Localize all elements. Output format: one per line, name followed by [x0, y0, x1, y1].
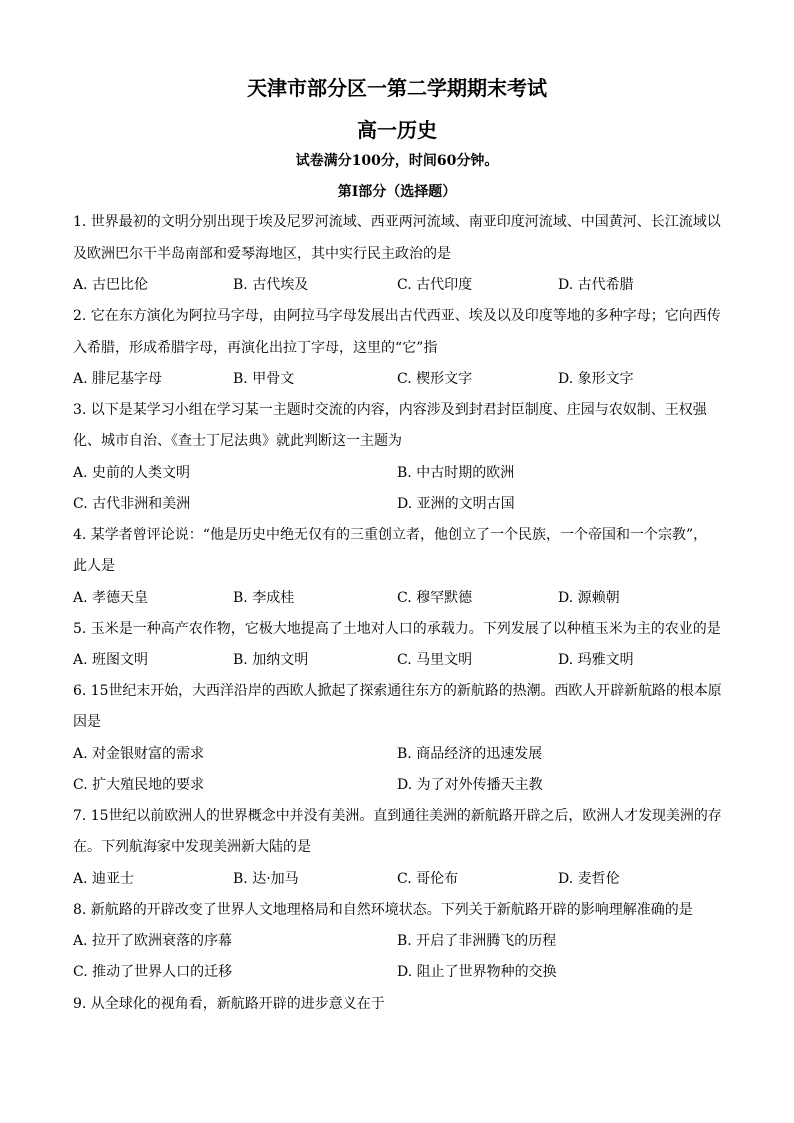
question-7-option-b: B. 达·加马	[233, 871, 299, 887]
question-5-option-d: D. 玛雅文明	[558, 652, 634, 668]
exam-title: 天津市部分区一第二学期期末考试	[247, 76, 547, 100]
question-2-option-a: A. 腓尼基字母	[73, 371, 163, 387]
question-6-option-a: A. 对金银财富的需求	[73, 746, 205, 762]
question-8-option-a: A. 拉开了欧洲衰落的序幕	[73, 933, 233, 949]
question-7-text: 7. 15世纪以前欧洲人的世界概念中并没有美洲。直到通往美洲的新航路开辟之后，欧洲人才发现美洲的存	[73, 808, 722, 824]
question-2-text: 2. 它在东方演化为阿拉马字母，由阿拉马字母发展出古代西亚、埃及以及印度等地的多种字母；它向西传	[73, 308, 721, 324]
question-6-option-d: D. 为了对外传播天主教	[397, 777, 543, 793]
exam-subject: 高一历史	[357, 118, 437, 142]
question-5-text: 5. 玉米是一种高产农作物，它极大地提高了土地对人口的承载力。下列发展了以种植玉米为主的农业的是	[73, 621, 721, 637]
question-1-text: 1. 世界最初的文明分别出现于埃及尼罗河流域、西亚两河流域、南亚印度河流域、中国黄河、长江流域以	[73, 214, 721, 230]
question-1-text: 及欧洲巴尔干半岛南部和爱琴海地区，其中实行民主政治的是	[73, 246, 451, 262]
question-2-text: 入希腊，形成希腊字母，再演化出拉丁字母，这里的“它”指	[73, 340, 438, 356]
question-3-option-a: A. 史前的人类文明	[73, 465, 191, 481]
exam-info: 试卷满分100分，时间60分钟。	[295, 153, 499, 169]
question-1-option-c: C. 古代印度	[397, 277, 473, 293]
question-3-text: 3. 以下是某学习小组在学习某一主题时交流的内容，内容涉及到封君封臣制度、庄园与农奴制、王权强	[73, 402, 707, 418]
question-8-option-d: D. 阻止了世界物种的交换	[397, 964, 557, 980]
question-3-option-c: C. 古代非洲和美洲	[73, 496, 191, 512]
question-3-option-b: B. 中古时期的欧洲	[397, 465, 515, 481]
question-4-text: 此人是	[73, 558, 115, 574]
question-8-text: 8. 新航路的开辟改变了世界人文地理格局和自然环境状态。下列关于新航路开辟的影响理解准确的是	[73, 902, 693, 918]
question-8-option-c: C. 推动了世界人口的迁移	[73, 964, 233, 980]
question-2-option-c: C. 楔形文字	[397, 371, 473, 387]
question-2-option-b: B. 甲骨文	[233, 371, 295, 387]
question-7-option-d: D. 麦哲伦	[558, 871, 620, 887]
question-7-option-a: A. 迪亚士	[73, 871, 135, 887]
question-4-option-d: D. 源赖朝	[558, 590, 620, 606]
question-4-option-c: C. 穆罕默德	[397, 590, 473, 606]
question-5-option-c: C. 马里文明	[397, 652, 473, 668]
question-6-text: 因是	[73, 714, 101, 730]
question-3-text: 化、城市自治、《查士丁尼法典》就此判断这一主题为	[73, 433, 402, 449]
question-4-option-b: B. 李成桂	[233, 590, 295, 606]
question-3-option-d: D. 亚洲的文明古国	[397, 496, 515, 512]
question-1-option-d: D. 古代希腊	[558, 277, 634, 293]
section-heading: 第Ⅰ部分（选择题）	[337, 184, 457, 200]
question-8-option-b: B. 开启了非洲腾飞的历程	[397, 933, 557, 949]
question-7-text: 在。下列航海家中发现美洲新大陆的是	[73, 839, 311, 855]
question-9-text: 9. 从全球化的视角看，新航路开辟的进步意义在于	[73, 996, 385, 1012]
question-1-option-a: A. 古巴比伦	[73, 277, 149, 293]
question-5-option-a: A. 班图文明	[73, 652, 149, 668]
question-6-option-b: B. 商品经济的迅速发展	[397, 746, 543, 762]
question-4-option-a: A. 孝德天皇	[73, 590, 149, 606]
question-7-option-c: C. 哥伦布	[397, 871, 459, 887]
question-6-option-c: C. 扩大殖民地的要求	[73, 777, 205, 793]
question-2-option-d: D. 象形文字	[558, 371, 634, 387]
question-5-option-b: B. 加纳文明	[233, 652, 309, 668]
question-4-text: 4. 某学者曾评论说：“他是历史中绝无仅有的三重创立者，他创立了一个民族，一个帝国和一个宗教”，	[73, 527, 708, 543]
question-6-text: 6. 15世纪末开始，大西洋沿岸的西欧人掀起了探索通往东方的新航路的热潮。西欧人开辟新航路的根本原	[73, 683, 722, 699]
question-1-option-b: B. 古代埃及	[233, 277, 309, 293]
